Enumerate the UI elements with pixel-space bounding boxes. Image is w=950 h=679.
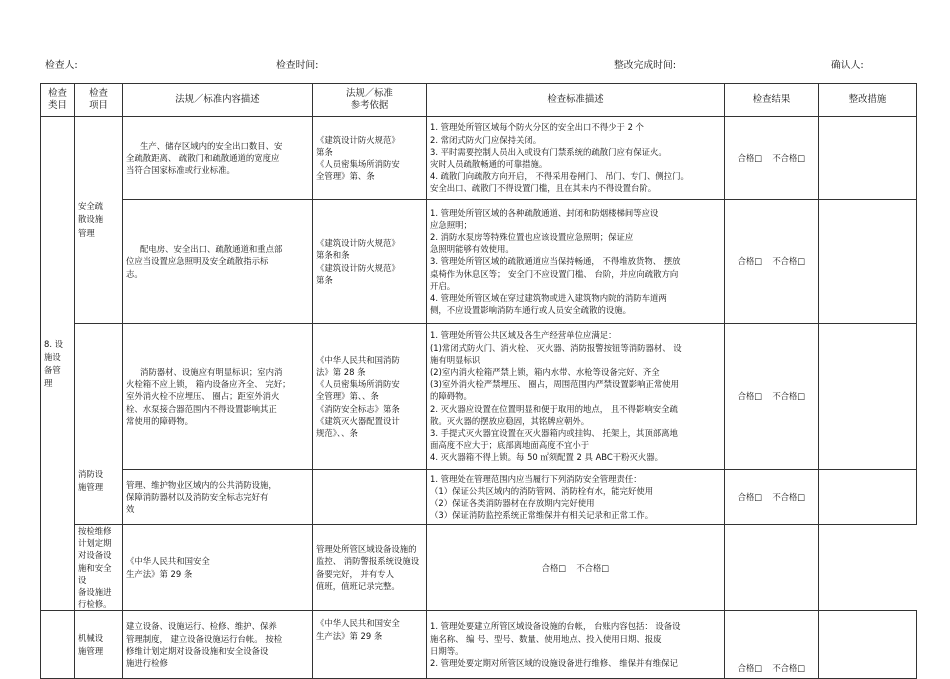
table-row	[41, 324, 917, 470]
standard-cell: 1. 管理处在管理范围内应当履行下列消防安全管理责任： （1）保证公共区域内的消防管网、消防栓有水，能完好使用 （2）保证各类消防器材在存放期内完好使用 （3）保证消防监控系统正常维保并有相关记录和正常工作。	[427, 470, 725, 525]
law-cell: 建立设备、设施运行、检修、维护、保养 管理制度， 建立设备设施运行台帐。 按检 修维计划定期对设备设施和安全设备设 施进行检修	[123, 611, 313, 679]
fail-checkbox[interactable]: 不合格□	[772, 152, 806, 163]
basis-cell: 《建筑设计防火规范》 第条和条 《建筑设计防火规范》 第条	[313, 200, 427, 324]
pass-checkbox[interactable]: 合格□	[737, 152, 763, 163]
col-category: 检查 类目	[41, 84, 75, 117]
standard-cell: 1. 管理处所管区域每个防火分区的安全出口不得少于 2 个 2. 常闭式防火门应保持关闭。 3. 平时需要控制人员出入或设有门禁系统的疏散门应有保证火。 灾时人员疏散畅通的可靠措施。 4. 疏散门向疏散方向开启， 不得采用卷闸门、 吊门、专门、侧拉门。 安全出口、疏散门不得设置门槛，且在其未内不得设置台阶。	[427, 117, 725, 200]
result-cell[interactable]	[725, 200, 819, 324]
basis-cell: 《中华人民共和国安全 生产法》第 29 条	[123, 525, 313, 611]
law-cell: 配电房、安全出口、疏散通道和重点部 位应当设置应急照明及安全疏散指示标 志。	[123, 200, 313, 324]
result-cell[interactable]	[725, 611, 819, 679]
fail-checkbox[interactable]: 不合格□	[772, 256, 806, 267]
measure-cell[interactable]	[819, 200, 917, 324]
basis-cell: 《中华人民共和国消防 法》第 28 条 《人员密集场所消防安 全管理》第、、条 《消防安全标志》第条 《建筑灭火器配置设计 规范》、、条	[313, 324, 427, 470]
law-cell: 生产、储存区域内的安全出口数目、安 全疏散距离、 疏散门和疏散通道的宽度应 当符合国家标准或行业标准。	[123, 117, 313, 200]
table-row	[41, 611, 917, 679]
result-cell[interactable]	[427, 525, 725, 611]
table-header-row	[41, 84, 917, 117]
measure-cell[interactable]	[819, 470, 917, 525]
confirm-label: 确认人:	[831, 60, 864, 71]
basis-cell	[313, 470, 427, 525]
law-cell: 管理、维护物业区域内的公共消防设施， 保障消防器材以及消防安全标志完好有 效	[123, 470, 313, 525]
item-evac: 安全疏 散设施 管理	[75, 117, 123, 324]
category-cell-empty	[41, 611, 75, 679]
measure-cell[interactable]	[819, 324, 917, 470]
item-fire: 消防设 施管理	[75, 324, 123, 525]
measure-cell[interactable]	[819, 611, 917, 679]
col-law: 法规／标准内容描述	[123, 84, 313, 117]
pass-checkbox[interactable]: 合格□	[737, 391, 763, 402]
col-standard: 检查标准描述	[427, 84, 725, 117]
standard-cell: 1. 管理处所管区域的各种疏散通道、封闭和防烟楼梯间等应设 应急照明； 2. 消防水泵房等特殊位置也应该设置应急照明；保证应 急照明能够有效使用。 3. 管理处所管区域的疏散通道应当保持畅通， 不得堆放货物、 摆放 桌椅作为休息区等； 安全门不应设置门槛、 台阶，并应向疏散方向 开启。 4. 管理处所管区域在穿过建筑物或进入建筑物内院的消防车道两 侧，不应设置影响消防车通行或人员安全疏散的设施。	[427, 200, 725, 324]
inspector-label: 检查人:	[45, 60, 78, 71]
inspection-time-label: 检查时间:	[276, 60, 319, 71]
basis-cell: 《中华人民共和国安全 生产法》第 29 条	[313, 611, 427, 679]
table-row	[41, 470, 917, 525]
col-result: 检查结果	[725, 84, 819, 117]
standard-cell: 1. 管理处要建立所管区域设备设施的台帐， 台账内容包括： 设备设 施名称、 编 号、型号、数量、使用地点、投入使用日期、报废 日期等。 2. 管理处要定期对所管区域的设施设备进行维修、 维保并有维保记	[427, 611, 725, 679]
measure-cell[interactable]	[819, 117, 917, 200]
standard-cell: 1. 管理处所管公共区域及各生产经营单位应满足： (1)常闭式防火门、消火栓、 灭火器、消防报警按钮等消防器材、 设 施有明显标识 (2)室内消火栓箱严禁上锁，箱内水带、水枪等设备完好、齐全 (3)室外消火栓严禁埋压、 圈占，周围范围内严禁设置影响正常使用 的障碍物。 2. 灭火器应设置在位置明显和便于取用的地点， 且不得影响安全疏 散。灭火器的摆放应稳固，其铭牌应朝外。 3. 手提式灭火器宜设置在灭火器箱内或挂钩、 托架上，其顶部离地 面高度不应大于；底部离地面高度不宜小于 4. 灭火器箱不得上锁。每 50 ㎡须配置 2 具 ABC干粉灭火器。	[427, 324, 725, 470]
fail-checkbox[interactable]: 不合格□	[576, 562, 610, 573]
law-cell: 按检维修计划定期对设备设施和安全设 备设施进行检修。	[75, 525, 123, 611]
pass-checkbox[interactable]: 合格□	[737, 663, 763, 674]
standard-cell: 管理处所管区域设备设施的监控、 消防警报系统设施设备要完好， 并有专人 值班，值班记录完整。	[313, 525, 427, 611]
pass-checkbox[interactable]: 合格□	[737, 491, 763, 502]
result-cell[interactable]	[725, 117, 819, 200]
pass-checkbox[interactable]: 合格□	[737, 256, 763, 267]
law-cell: 消防器材、设施应有明显标识；室内消 火栓箱不应上锁， 箱内设备应齐全、 完好； 室外消火栓不应埋压、 圈占；距室外消火 栓、水泵接合器范围内不得设置影响其正 常使用的障碍物。	[123, 324, 313, 470]
pass-checkbox[interactable]: 合格□	[541, 562, 567, 573]
inspection-table	[40, 83, 917, 679]
fail-checkbox[interactable]: 不合格□	[772, 391, 806, 402]
col-item: 检查 项目	[75, 84, 123, 117]
result-cell[interactable]	[725, 324, 819, 470]
table-row	[41, 117, 917, 200]
result-cell[interactable]	[725, 470, 819, 525]
item-mech: 机械设 施管理	[75, 611, 123, 679]
category-cell: 8. 设 施设 备管 理	[41, 117, 75, 611]
col-measure: 整改措施	[819, 84, 917, 117]
table-row	[41, 200, 917, 324]
col-basis: 法规／标准 参考依据	[313, 84, 427, 117]
fail-checkbox[interactable]: 不合格□	[772, 491, 806, 502]
basis-cell: 《建筑设计防火规范》 第条 《人员密集场所消防安 全管理》第、条	[313, 117, 427, 200]
fail-checkbox[interactable]: 不合格□	[772, 663, 806, 674]
measure-cell[interactable]	[725, 525, 819, 611]
completion-time-label: 整改完成时间:	[614, 60, 677, 71]
table-row	[41, 525, 917, 611]
